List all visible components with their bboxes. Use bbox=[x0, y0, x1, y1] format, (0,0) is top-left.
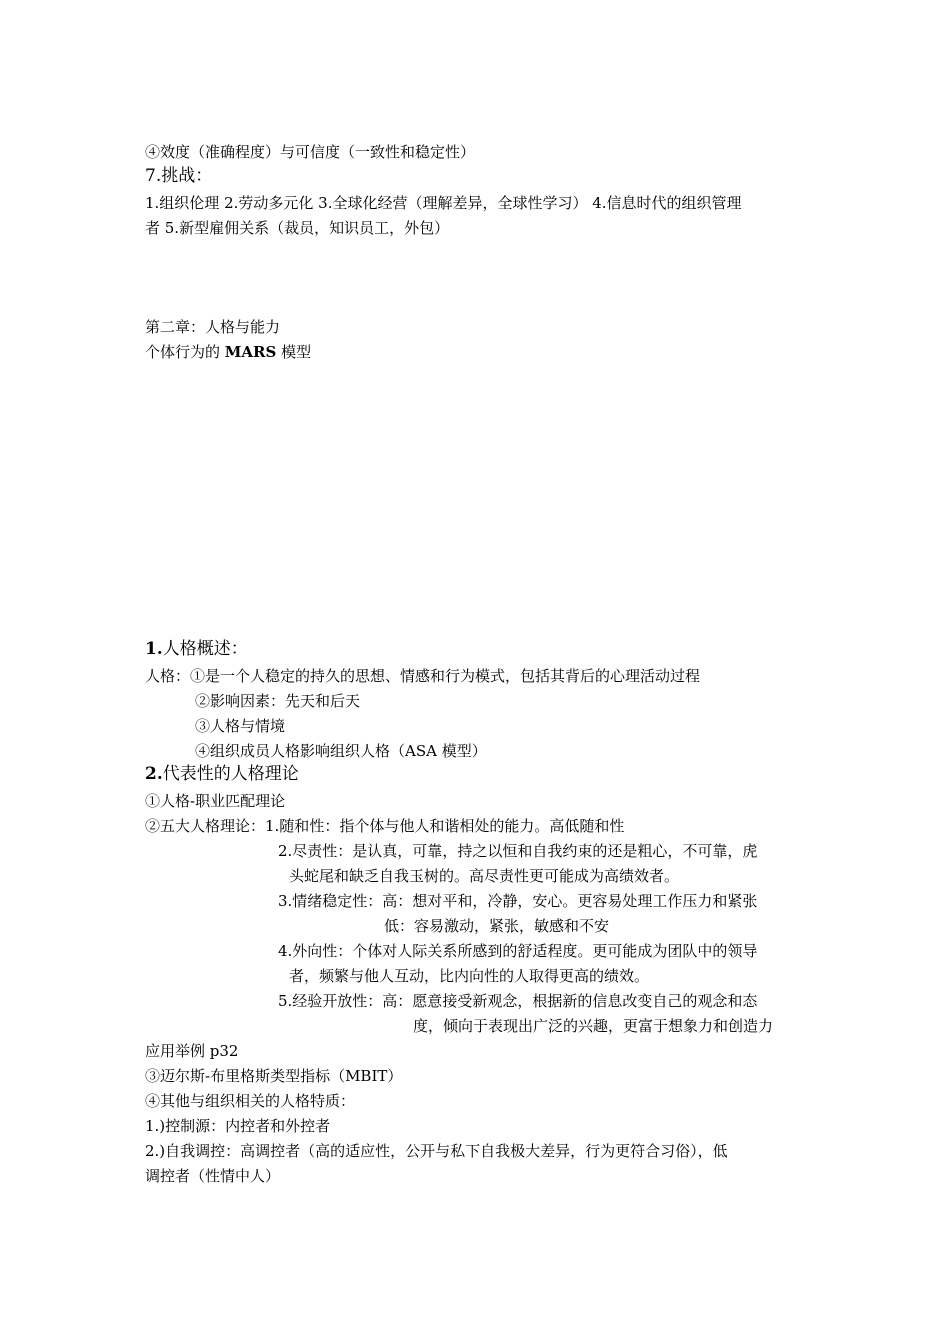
overview-number: 1. bbox=[145, 639, 163, 659]
big-five-extraversion-b: 者，频繁与他人互动，比内向性的人取得更高的绩效。 bbox=[289, 967, 650, 985]
chapter-title: 第二章：人格与能力 bbox=[145, 318, 281, 336]
big-five-stability-b: 低：容易激动，紧张，敏感和不安 bbox=[384, 917, 610, 935]
challenge-items-line-1: 1.组织伦理 2.劳动多元化 3.全球化经营（理解差异，全球性学习） 4.信息时代的组织管理 bbox=[145, 194, 742, 212]
personality-def-4: ④组织成员人格影响组织人格（ASA 模型） bbox=[195, 742, 487, 760]
big-five-conscientiousness-a: 2.尽责性：是认真，可靠，持之以恒和自我约束的还是粗心，不可靠，虎 bbox=[278, 842, 758, 860]
challenge-heading bbox=[145, 166, 212, 186]
theory-4-other: ④其他与组织相关的人格特质： bbox=[145, 1092, 356, 1110]
challenge-items-line-2: 者 5.新型雇佣关系（裁员，知识员工，外包） bbox=[145, 219, 450, 237]
overview-heading-text: 人格概述： bbox=[162, 639, 248, 659]
theory-3-mbti: ③迈尔斯-布里格斯类型指标（MBIT） bbox=[145, 1067, 403, 1085]
validity-line: ④效度（准确程度）与可信度（一致性和稳定性） bbox=[145, 143, 476, 161]
personality-overview-heading bbox=[145, 639, 248, 659]
theories-heading bbox=[145, 764, 299, 784]
mars-model-line bbox=[145, 342, 311, 362]
mars-prefix: 个体行为的 bbox=[145, 343, 225, 361]
big-five-conscientiousness-b: 头蛇尾和缺乏自我玉树的。高尽责性更可能成为高绩效者。 bbox=[289, 867, 680, 885]
application-example: 应用举例 p32 bbox=[145, 1042, 239, 1060]
theories-number: 2. bbox=[145, 764, 163, 784]
big-five-openness-b: 度，倾向于表现出广泛的兴趣，更富于想象力和创造力 bbox=[413, 1017, 774, 1035]
theories-heading-text: 代表性的人格理论 bbox=[162, 764, 299, 784]
theory-1: ①人格-职业匹配理论 bbox=[145, 792, 286, 810]
locus-of-control: 1.)控制源：内控者和外控者 bbox=[145, 1117, 331, 1135]
personality-def-1: 人格：①是一个人稳定的持久的思想、情感和行为模式，包括其背后的心理活动过程 bbox=[145, 667, 701, 685]
mars-bold: MARS bbox=[224, 343, 277, 361]
big-five-agreeableness: ②五大人格理论：1.随和性：指个体与他人和谐相处的能力。高低随和性 bbox=[145, 817, 625, 835]
big-five-extraversion-a: 4.外向性：个体对人际关系所感到的舒适程度。更可能成为团队中的领导 bbox=[278, 942, 758, 960]
big-five-stability-a: 3.情绪稳定性：高：想对平和，冷静，安心。更容易处理工作压力和紧张 bbox=[278, 892, 758, 910]
big-five-openness-a: 5.经验开放性：高：愿意接受新观念，根据新的信息改变自己的观念和态 bbox=[278, 992, 758, 1010]
personality-def-3: ③人格与情境 bbox=[195, 717, 286, 735]
challenge-label: 挑战： bbox=[161, 166, 213, 186]
self-monitoring-a: 2.)自我调控：高调控者（高的适应性，公开与私下自我极大差异，行为更符合习俗），低 bbox=[145, 1142, 728, 1160]
mars-suffix: 模型 bbox=[276, 343, 312, 361]
self-monitoring-b: 调控者（性情中人） bbox=[145, 1167, 281, 1185]
personality-def-2: ②影响因素：先天和后天 bbox=[195, 692, 361, 710]
challenge-number: 7. bbox=[145, 166, 162, 186]
